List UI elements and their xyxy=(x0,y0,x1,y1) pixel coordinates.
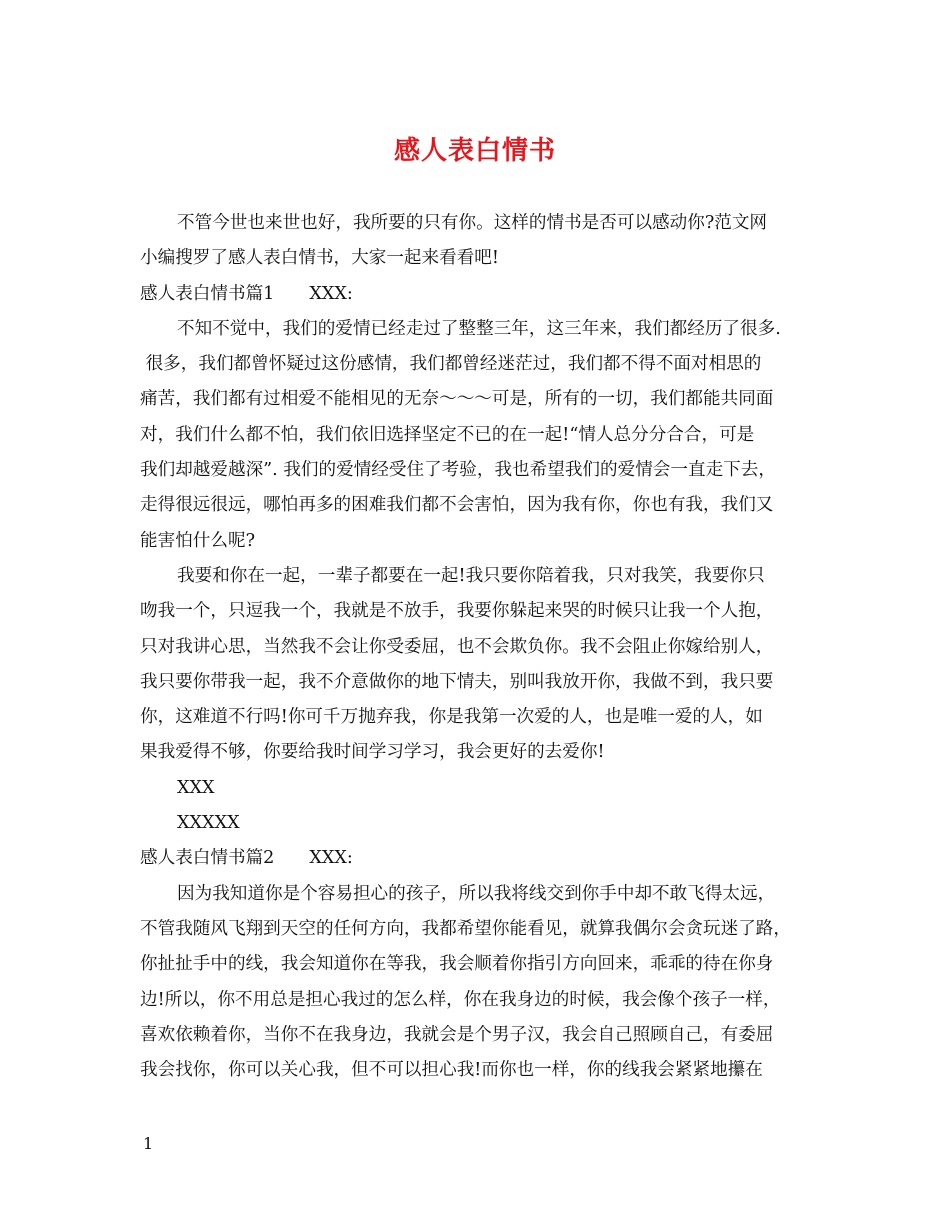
page-number: 1 xyxy=(143,1134,154,1153)
letter1-p2-line: 吻我一个，只逗我一个，我就是不放手，我要你躲起来哭的时候只让我一个人抱， xyxy=(140,601,774,622)
letter1-p2-line: 我只要你带我一起，我不介意做你的地下情夫，别叫我放开你，我做不到，我只要 xyxy=(140,671,774,692)
letter1-p2-line: 只对我讲心思，当然我不会让你受委屈，也不会欺负你。我不会阻止你嫁给别人， xyxy=(140,636,774,657)
letter1-heading: 感人表白情书篇1 xyxy=(140,283,275,304)
letter1-date: XXXXX xyxy=(177,813,240,834)
letter1-p1-line: 我们却越爱越深”. 我们的爱情经受住了考验，我也希望我们的爱情会一直走下去， xyxy=(140,460,776,481)
letter1-salutation: XXX: xyxy=(309,283,353,304)
document-body xyxy=(140,206,820,1088)
letter1-p1-line: 对，我们什么都不怕，我们依旧选择坚定不已的在一起!“情人总分分合合，可是 xyxy=(140,424,755,445)
letter1-p2-line: 你，这难道不行吗!你可千万抛弃我，你是我第一次爱的人，也是唯一爱的人，如 xyxy=(140,707,763,728)
letter2-heading-line xyxy=(140,841,820,876)
letter1-heading-line xyxy=(140,277,820,312)
intro-line: 小编搜罗了感人表白情书，大家一起来看看吧! xyxy=(140,248,499,269)
letter1-p2-line: 我要和你在一起，一辈子都要在一起!我只要你陪着我，只对我笑，我要你只 xyxy=(177,565,765,586)
letter1-p1-line: 走得很远很远，哪怕再多的困难我们都不会害怕，因为我有你，你也有我，我们又 xyxy=(140,495,774,516)
letter2-salutation: XXX: xyxy=(309,848,353,869)
intro-line: 不管今世也来世也好，我所要的只有你。这样的情书是否可以感动你?范文网 xyxy=(177,213,768,233)
letter1-p1-line: 不知不觉中，我们的爱情已经走过了整整三年，这三年来，我们都经历了很多. xyxy=(177,318,781,339)
letter2-heading: 感人表白情书篇2 xyxy=(140,848,275,869)
letter1-p1-line: 很多，我们都曾怀疑过这份感情，我们都曾经迷茫过，我们都不得不面对相思的 xyxy=(140,354,762,375)
letter2-p1-line: 喜欢依赖着你，当你不在我身边，我就会是个男子汉，我会自己照顾自己，有委屈 xyxy=(140,1024,774,1045)
letter1-p1-line: 痛苦，我们都有过相爱不能相见的无奈～～～可是，所有的一切，我们都能共同面 xyxy=(140,389,774,410)
letter2-p1-line: 边!所以，你不用总是担心我过的怎么样，你在我身边的时候，我会像个孩子一样， xyxy=(140,989,781,1010)
document-title: 感人表白情书 xyxy=(393,136,556,166)
letter2-p1-line: 不管我随风飞翔到天空的任何方向，我都希望你能看见，就算我偶尔会贪玩迷了路， xyxy=(140,918,791,939)
letter1-p1-line: 能害怕什么呢? xyxy=(140,530,255,551)
letter2-p1-line: 因为我知道你是个容易担心的孩子，所以我将线交到你手中却不敢飞得太远， xyxy=(177,883,776,904)
letter2-p1-line: 你扯扯手中的线，我会知道你在等我，我会顺着你指引方向回来，乖乖的待在你身 xyxy=(140,954,774,975)
letter2-p1-line: 我会找你，你可以关心我，但不可以担心我!而你也一样，你的线我会紧紧地攥在 xyxy=(140,1060,763,1081)
letter1-signature: XXX xyxy=(177,777,215,798)
letter1-p2-line: 果我爱得不够，你要给我时间学习学习，我会更好的去爱你! xyxy=(140,742,605,763)
